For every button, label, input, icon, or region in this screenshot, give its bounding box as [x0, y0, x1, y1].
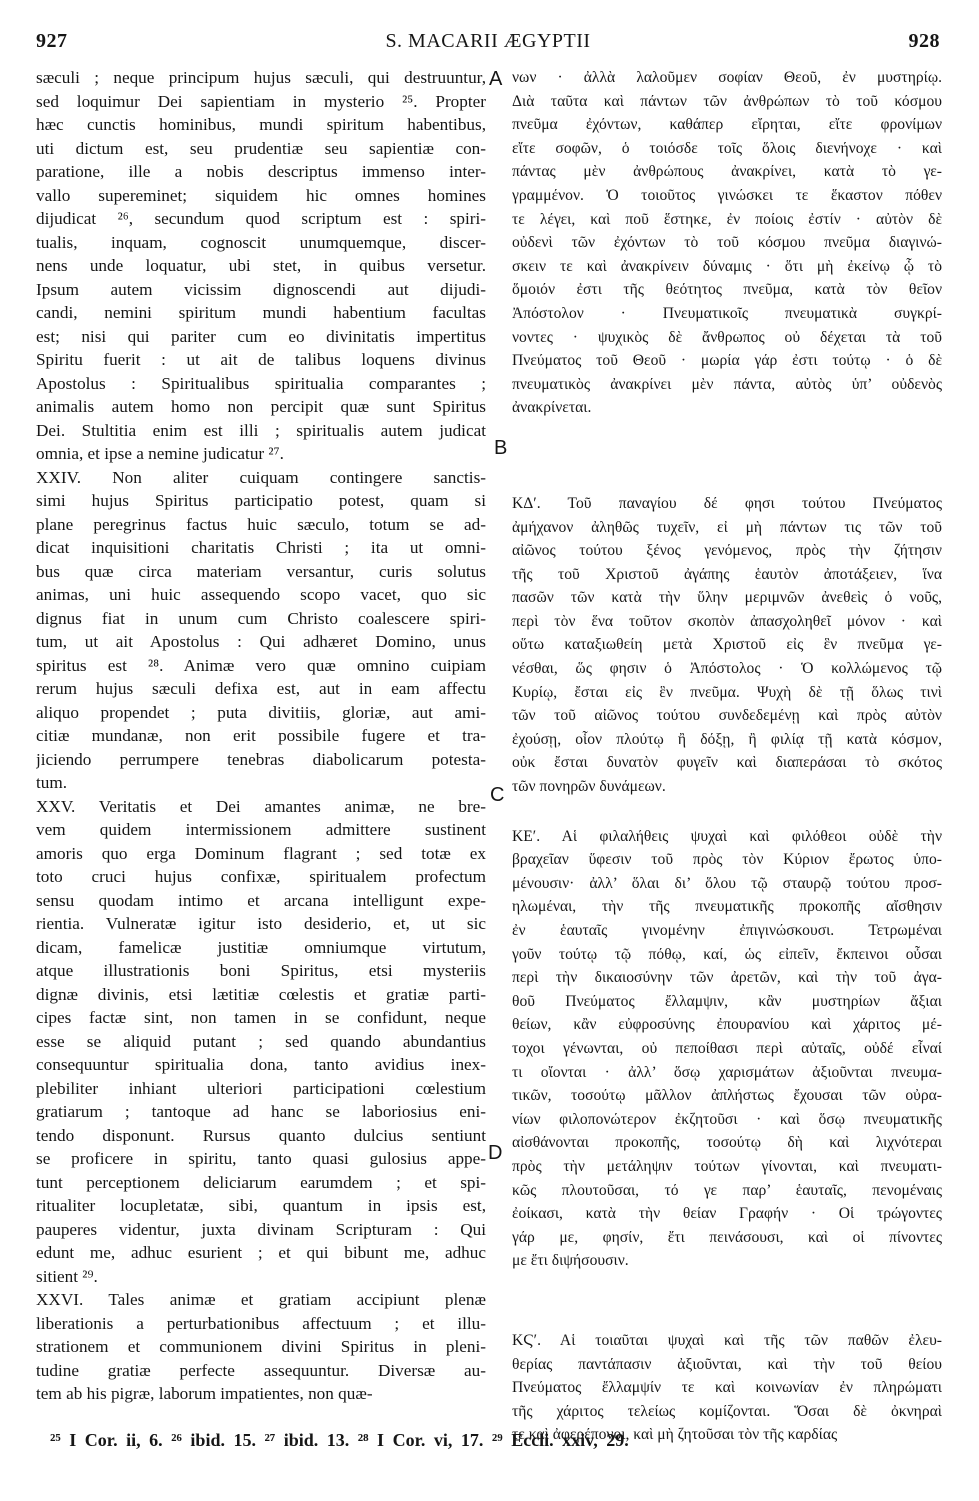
- greek-text-line: γοῦν τούτῳ τῷ πόθῳ, καί, ὡς εἰπεῖν, ἔκπεινοι οὖσαι: [512, 945, 942, 963]
- greek-text-line: τῆς τοῦ Χριστοῦ ἀγάπης ἑαυτὸν ἀποτάξειεν, ἵνα: [512, 565, 942, 583]
- latin-column: [36, 66, 486, 1406]
- greek-text-line: θείων, κἂν εὐφροσύνης ἐπουρανίου καὶ χάριτος μέ-: [512, 1016, 942, 1034]
- greek-text-line: πνεῦμα ἐχόντων, καθάπερ εἴρηται, εἴτε φρονίμων: [512, 116, 942, 134]
- latin-text-line: simi hujus Spiritus participatio potest, quam si: [36, 491, 486, 510]
- latin-text-line: Spiritu fuerit : ut ait de talibus loquens divinus: [36, 350, 486, 369]
- latin-text-line: Ipsum autem vicissim dignoscendi aut dijudi-: [36, 279, 486, 299]
- greek-text-line: τι οἴονται · ἀλλ’ ὅσῳ χαρισμάτων ἀξιοῦνται πνευμα-: [512, 1063, 942, 1081]
- greek-text-line: ΚΔ′. Τοῦ παναγίου δέ φησι τούτου Πνεύματος: [512, 494, 942, 512]
- greek-text-line: ἐοίκασι, κατὰ τὴν θείαν Γραφήν · Οἱ τρώγοντες: [512, 1205, 942, 1223]
- latin-text-line: animas, uni huic assequendo scopo vacet, quo sic: [36, 585, 486, 604]
- greek-text-line: ἀμήχανον ἀληθῶς τυχεῖν, εἰ μὴ πάντων τις τῶν τοῦ: [512, 518, 942, 536]
- greek-text-line: περὶ τὸν ἕνα τοῦτον σκοπὸν ἀπασχοληθεῖ μόνον · καὶ: [512, 612, 942, 630]
- greek-text-line: Ἀπόστολον · Πνευματικοῖς πνευματικὰ συγκρί-: [512, 304, 942, 322]
- latin-text-line: toto cruci hujus confixæ, spiritualem profectum: [36, 867, 486, 886]
- greek-text-line: ΚϚ′. Αἱ τοιαῦται ψυχαὶ καὶ τῆς τῶν παθῶν ἐλευ-: [512, 1331, 942, 1349]
- greek-text-line: Διὰ ταῦτα καὶ πάντων τῶν ἀνθρώπων τὸ τοῦ κόσμου: [512, 92, 942, 110]
- greek-text-line: τοχοι γένωνται, οὐ πεποίθασι περὶ αὐταῖς, οὐδέ εἶναί: [512, 1039, 942, 1057]
- greek-text-line: οὐδενὶ τῶν ἐχόντων τὸ τοῦ κόσμου πνεῦμα διαγινώ-: [512, 234, 942, 252]
- latin-text-line: tem ab his pigræ, laborum impatientes, non quæ-: [36, 1384, 373, 1403]
- latin-text-line: dignus fiat in unum cum Christo coalescere spiri-: [36, 608, 486, 628]
- latin-text-line: esse se aliquid putant ; sed quando abundantius: [36, 1031, 486, 1051]
- page-number-right: 928: [908, 30, 940, 52]
- latin-text-line: animalis autem homo non percipit quæ sunt Spiritus: [36, 397, 486, 416]
- running-title: S. MACARII ÆGYPTII: [385, 30, 591, 52]
- latin-text-line: dicat inquisitioni charitatis Christi ; ita ut omni-: [36, 538, 486, 557]
- greek-text-line: μένουσιν· ἀλλ’ ὅλαι δι’ ὅλου τῷ σταυρῷ τούτου προσ-: [512, 874, 942, 892]
- greek-text-line: ἀνακρίνεται.: [512, 399, 592, 417]
- greek-text-line: ἐν ἑαυταῖς γινομένην ἐπιγινώσκουσι. Τετρωμέναι: [512, 922, 942, 939]
- latin-text-line: ritualiter locupletatæ, sibi, quantum in ipsis est,: [36, 1196, 486, 1215]
- latin-text-line: edunt me, adhuc esurient ; et qui bibunt me, adhuc: [36, 1243, 486, 1262]
- margin-letter-a: A: [489, 68, 503, 90]
- latin-text-line: aliquo propendet ; puta divitiis, gloriæ, aut ami-: [36, 702, 486, 722]
- margin-letter-c: C: [490, 784, 505, 806]
- latin-text-line: strationem et communionem divini Spiritus in pleni-: [36, 1337, 486, 1356]
- margin-letter-d: D: [488, 1142, 503, 1164]
- latin-text-line: dijudicat ²⁶, secundum quod scriptum est : spiri-: [36, 209, 486, 228]
- latin-text-line: pauperes videntur, juxta divinam Scripturam : Qui: [36, 1219, 486, 1239]
- section-gap: [512, 799, 942, 825]
- latin-text-line: bus quæ circa materiam versantur, curis solutus: [36, 561, 486, 581]
- latin-text-line: candi, nemini spiritum mundi habentium facultas: [36, 303, 486, 322]
- greek-text-line: πάντας μὲν ἀνθρώπους ἀνακρίνει, κατὰ τὸ γε-: [512, 163, 942, 181]
- greek-text-line: αἰσθάνονται προκοπῆς, τοσούτῳ δὴ καὶ λιχνότεραι: [512, 1134, 942, 1152]
- latin-text-line: Dei. Stultitia enim est illi ; spiritualis autem judicat: [36, 420, 486, 440]
- latin-text-line: tudine gratiæ perfecte assequuntur. Diversæ au-: [36, 1360, 486, 1380]
- greek-section: [512, 66, 942, 420]
- latin-text-line: vallo supereminet; siquidem hic omnes homines: [36, 185, 486, 205]
- greek-text-line: νων · ἀλλὰ λαλοῦμεν σοφίαν Θεοῦ, ἐν μυστηρίῳ.: [512, 69, 942, 86]
- latin-text-line: sitient ²⁹.: [36, 1266, 98, 1286]
- greek-text-line: θερίας παντάπασιν ἀξιοῦνται, καὶ τὴν τοῦ θείου: [512, 1355, 942, 1373]
- greek-text-line: τε καὶ ἀφερέπονοι, καὶ μὴ ζητοῦσαι τὸν τῆς καρδίας: [512, 1426, 838, 1444]
- greek-text-line: εἴτε σοφῶν, ὁ τοιόσδε τοῖς ὅλοις διενήνοχε · καὶ: [512, 139, 942, 157]
- latin-text-line: tum, ut ait Apostolus : Qui adhæret Domino, unus: [36, 632, 486, 651]
- latin-text-line: consequuntur spiritualia dona, tanto avidius inex-: [36, 1055, 486, 1074]
- greek-column: [512, 66, 942, 1447]
- page-header: [36, 30, 940, 56]
- greek-text-line: οὕτω καταξιωθείη μετὰ Χριστοῦ εἰς ἓν πνεῦμα γε-: [512, 636, 942, 654]
- latin-text-line: jiciendo perrumpere tenebras diabolicarum potesta-: [36, 749, 486, 769]
- latin-text-line: tunt perceptionem deliciarum earumdem ; et spi-: [36, 1172, 486, 1192]
- latin-text-line: se proficere in spiritu, tanto quasi gulosius appe-: [36, 1149, 486, 1168]
- latin-text-line: liberationis a perturbationibus affectuum ; et illu-: [36, 1313, 486, 1333]
- greek-text-line: πασῶν τῶν κατὰ τὴν ὕλην μεριμνῶν ἀνεθεὶς ὁ νοῦς,: [512, 589, 942, 607]
- greek-text-line: τικῶν, τοσούτῳ μᾶλλον ἀπλήστως ἔχουσαι τῶν οὐρα-: [512, 1087, 942, 1105]
- latin-text-line: nens unde loquatur, ubi stet, in quibus versetur.: [36, 256, 486, 275]
- greek-text-line: πρὸς τὴν μετάληψιν τούτων γίνονται, καὶ πνευματι-: [512, 1157, 942, 1175]
- greek-text-line: κῶς πλουτοῦσαι, τό γε παρ’ ἑαυταῖς, πενομέναις: [512, 1181, 942, 1199]
- latin-text-line: dignæ divinis, etsi lætitiæ cœlestis et gratiæ parti-: [36, 984, 486, 1004]
- greek-text-line: νοντες · ψυχικὸς δὲ ἄνθρωπος οὐ δέχεται τὰ τοῦ: [512, 328, 942, 346]
- latin-text-line: vem quidem intermissionem admittere sustinent: [36, 820, 486, 839]
- greek-text-line: νέσθαι, ὥς φησιν ὁ Ἀπόστολος · Ὁ κολλώμενος τῷ: [512, 660, 942, 678]
- margin-letter-b: B: [494, 437, 508, 459]
- latin-text-line: plebiliter inhiant ulteriori participationi cœlestium: [36, 1078, 486, 1098]
- latin-text-line: citiæ mundanæ, non erit possibile fugere et tra-: [36, 726, 486, 745]
- greek-text-line: τῶν τοῦ αἰῶνος τούτου συνδεδεμένῃ καὶ πρὸς αὐτὸν: [512, 707, 942, 725]
- latin-text-line: sensu quodam intimo et arcana intelligunt expe-: [36, 890, 486, 910]
- latin-text-line: tualis, inquam, cognoscit unumquemque, discer-: [36, 232, 486, 252]
- latin-text-line: atque illustrationis boni Spiritus, etsi mysteriis: [36, 961, 486, 980]
- greek-text-line: τῆς χάριτος τελείως κομίζονται. Ὅσαι δὲ ὀκνηραὶ: [512, 1402, 942, 1420]
- section-gap: [512, 1273, 942, 1329]
- latin-text-line: spiritus est ²⁸. Animæ vero quæ omnino cuipiam: [36, 655, 486, 675]
- latin-text-line: hæc cunctis hominibus, mundi spiritum habentibus,: [36, 115, 486, 134]
- greek-text-line: ΚΕ′. Αἱ φιλαλήθεις ψυχαὶ καὶ φιλόθεοι οὐδὲ τὴν: [512, 827, 942, 845]
- greek-text-line: ηλωμέναι, τὴν τῆς πνευματικῆς προκοπῆς αἴσθησιν: [512, 898, 942, 916]
- latin-text-line: amoris quo erga Dominum flagrant ; sed totæ ex: [36, 843, 486, 863]
- greek-text-line: νίων φιλοπονώτερον ἐκζητοῦσι · καὶ ὅσῳ πνευματικῆς: [512, 1110, 942, 1128]
- latin-text-line: XXVI. Tales animæ et gratiam accipiunt plenæ: [36, 1290, 486, 1309]
- latin-text-line: rerum hujus sæculi defixa est, aut in eam affectu: [36, 679, 486, 698]
- greek-text-line: Πνεύματος τοῦ Θεοῦ · μωρία γάρ ἐστι τούτῳ · ὁ δὲ: [512, 352, 942, 370]
- greek-text-line: με ἔτι διψήσουσιν.: [512, 1252, 629, 1270]
- latin-text-line: sæculi ; neque principum hujus sæculi, qui destruuntur,: [36, 68, 486, 87]
- latin-text-line: paratione, ille a nobis descriptus immenso inter-: [36, 162, 486, 181]
- footnotes: ²⁵ I Cor. ii, 6. ²⁶ ibid. 15. ²⁷ ibid. 13. ²⁸ I Cor. vi, 17. ²⁹ Eccli. xxiv, 29.: [50, 1430, 629, 1450]
- latin-text-line: cipes factæ sint, non tamen in se confidunt, neque: [36, 1008, 486, 1027]
- greek-text-line: Πνεύματος ἔλλαμψίν τε καὶ κοινωνίαν ἐν πληρώματι: [512, 1379, 942, 1397]
- greek-text-line: αἰῶνος τούτου ξένος γενόμενος, πρὸς τὴν ζήτησιν: [512, 542, 942, 560]
- greek-text-line: ὅμοιόν ἐστι τῆς θεότητος πνεῦμα, κατὰ τὸν θεῖον: [512, 281, 942, 299]
- greek-section: [512, 492, 942, 799]
- latin-text-line: XXV. Veritatis et Dei amantes animæ, ne bre-: [36, 796, 486, 816]
- page-number-left: 927: [36, 30, 68, 52]
- greek-text-line: τε λέγει, καὶ ποῦ ἕστηκε, ἐν ποίοις ἐστίν · αὐτὸν δὲ: [512, 210, 942, 228]
- greek-text-line: οὐκ ἔσται δυνατὸν φυγεῖν καὶ διαπεράσαι τὸ σκότος: [512, 754, 942, 772]
- greek-text-line: περὶ τὴν δικαιοσύνην τῶν ἀρετῶν, καὶ τὴν τοῦ ἀγα-: [512, 969, 942, 987]
- latin-text-line: omnia, et ipse a nemine judicatur ²⁷.: [36, 444, 284, 463]
- latin-text-line: gratiarum ; tantoque ad hanc se laboriosius eni-: [36, 1102, 486, 1121]
- greek-text-line: τῶν πονηρῶν δυνάμεων.: [512, 778, 666, 796]
- latin-text-line: est; nisi qui pariter cum eo divinitatis impertitus: [36, 326, 486, 346]
- greek-text-line: ἐχούσῃ, οἷον πλούτῳ ἢ δόξῃ, ἢ φιλίᾳ τῇ κατὰ κόσμον,: [512, 730, 942, 748]
- greek-text-line: θοῦ Πνεύματος ἔλλαμψιν, κἂν μυστηρίων ἄξιαι: [512, 992, 942, 1010]
- greek-text-line: Κυρίῳ, ἔσται εἰς ἓν πνεῦμα. Ψυχὴ δὲ τῇ ὅλως τινὶ: [512, 683, 942, 701]
- section-gap: [512, 420, 942, 492]
- greek-text-line: γάρ με, φησίν, ἔτι πεινάσουσι, καὶ οἱ πίνοντες: [512, 1228, 942, 1246]
- greek-text-line: γραμμένον. Ὁ τοιοῦτος γινώσκει τε ἕκαστον πόθεν: [512, 186, 942, 204]
- greek-section: [512, 825, 942, 1273]
- latin-text-line: Apostolus : Spiritualibus spiritualia comparantes ;: [36, 373, 486, 393]
- latin-text-line: rientia. Vulneratæ igitur isto desiderio, et, ut sic: [36, 914, 486, 933]
- latin-text-line: uti dictum est, seu prudentiæ seu sapientiæ con-: [36, 138, 486, 158]
- greek-text-line: πνευματικὸς ἀνακρίνει μὲν πάντα, αὐτὸς ὑπ’ οὐδενὸς: [512, 375, 942, 393]
- latin-text-line: tum.: [36, 773, 68, 792]
- latin-text-line: plane peregrinus factus huic sæculo, totum se ad-: [36, 514, 486, 534]
- greek-text-line: σκειν τε καὶ ἀνακρίνειν δύναμις · ὅτι μὴ ἐκείνῳ ᾧ τὸ: [512, 257, 942, 275]
- latin-text-line: sed loquimur Dei sapientiam in mysterio ²⁵. Propter: [36, 91, 486, 111]
- latin-text-line: tendo disponunt. Rursus quanto dulcius sentiunt: [36, 1125, 486, 1145]
- greek-text-line: βραχεῖαν ὕφεσιν τοῦ πρὸς τὸν Κύριον ἔρωτος ὑπο-: [512, 851, 942, 869]
- latin-text-line: dicam, famelicæ justitiæ omniumque virtutum,: [36, 937, 486, 957]
- latin-text-line: XXIV. Non aliter cuiquam contingere sanctis-: [36, 467, 486, 487]
